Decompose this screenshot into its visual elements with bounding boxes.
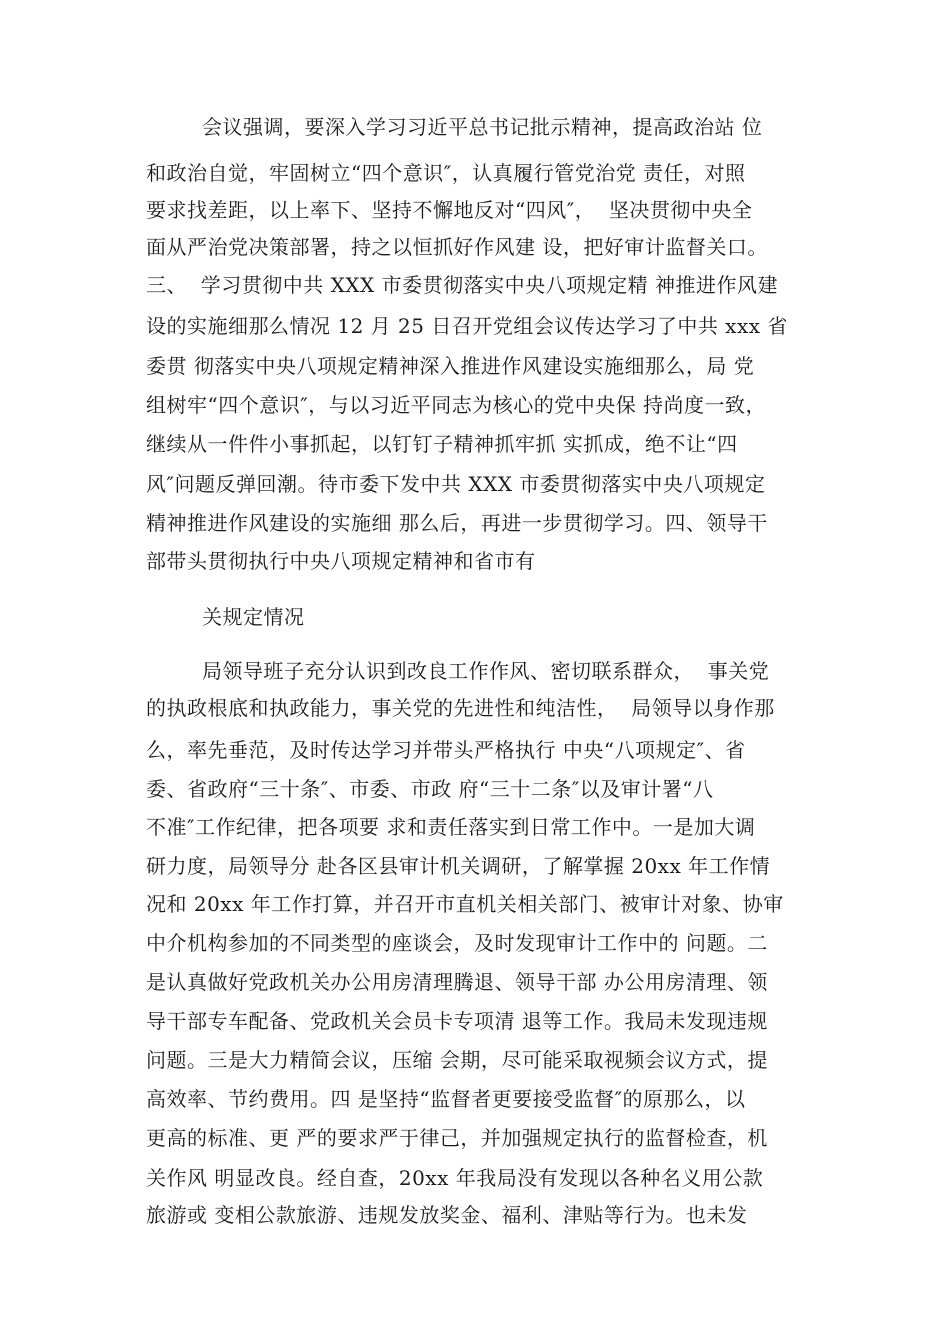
text-line: 高效率、节约费用。四 是坚持“监督者更要接受监督″的原那么，以 xyxy=(146,1087,746,1111)
text-line: 况和 20xx 年工作打算，并召开市直机关相关部门、被审计对象、协审 xyxy=(146,892,784,916)
text-line: 设的实施细那么情况 12 月 25 日召开党组会议传达学习了中共 xxx 省 xyxy=(146,314,788,338)
text-line: 部带头贯彻执行中央八项规定精神和省市有 xyxy=(146,549,536,573)
text-line: 么，率先垂范，及时传达学习并带头严格执行 中央“八项规定″、省 xyxy=(146,738,746,762)
text-line: 三、 学习贯彻中共 XXX 市委贯彻落实中央八项规定精 神推进作风建 xyxy=(146,273,779,297)
text-line: 问题。三是大力精简会议，压缩 会期，尽可能采取视频会议方式，提 xyxy=(146,1048,768,1072)
text-line: 关作风 明显改良。经自查，20xx 年我局没有发现以各种名义用公款 xyxy=(146,1166,764,1190)
text-line: 风″问题反弹回潮。待市委下发中共 XXX 市委贯彻落实中央八项规定 xyxy=(146,472,766,496)
text-line: 导干部专车配备、党政机关会员卡专项清 退等工作。我局未发现违规 xyxy=(146,1009,768,1033)
text-line: 研力度，局领导分 赴各区县审计机关调研，了解掌握 20xx 年工作情 xyxy=(146,854,771,878)
text-line: 不准″工作纪律，把各项要 求和责任落实到日常工作中。一是加大调 xyxy=(146,815,756,839)
text-line: 要求找差距，以上率下、坚持不懈地反对“四风″， 坚决贯彻中央全 xyxy=(146,198,753,222)
text-line: 的执政根底和执政能力，事关党的先进性和纯洁性， 局领导以身作那 xyxy=(146,696,775,720)
text-line: 继续从一件件小事抓起，以钉钉子精神抓牢抓 实抓成，绝不让“四 xyxy=(146,432,738,456)
text-line: 中介机构参加的不同类型的座谈会，及时发现审计工作中的 问题。二 xyxy=(146,931,768,955)
text-line: 局领导班子充分认识到改良工作作风、密切联系群众， 事关党 xyxy=(202,659,770,683)
text-line: 委、省政府“三十条″、市委、市政 府“三十二条″以及审计署“八 xyxy=(146,777,714,801)
text-line: 精神推进作风建设的实施细 那么后，再进一步贯彻学习。四、领导干 xyxy=(146,511,768,535)
text-line: 组树牢“四个意识″，与以习近平同志为核心的党中央保 持尚度一致， xyxy=(146,393,767,417)
text-line: 和政治自觉，牢固树立“四个意识″，认真履行管党治党 责任，对照 xyxy=(146,161,746,185)
section-heading: 关规定情况 xyxy=(202,605,305,629)
text-line: 是认真做好党政机关办公用房清理腾退、领导干部 办公用房清理、领 xyxy=(146,970,768,994)
text-line: 更高的标准、更 严的要求严于律己，并加强规定执行的监督检查，机 xyxy=(146,1126,768,1150)
text-line: 会议强调，要深入学习习近平总书记批示精神，提高政治站 位 xyxy=(202,115,763,139)
text-line: 旅游或 变相公款旅游、违规发放奖金、福利、津贴等行为。也未发 xyxy=(146,1203,748,1227)
text-line: 面从严治党决策部署，持之以恒抓好作风建 设，把好审计监督关口。 xyxy=(146,235,768,259)
text-line: 委贯 彻落实中央八项规定精神深入推进作风建设实施细那么，局 党 xyxy=(146,354,755,378)
